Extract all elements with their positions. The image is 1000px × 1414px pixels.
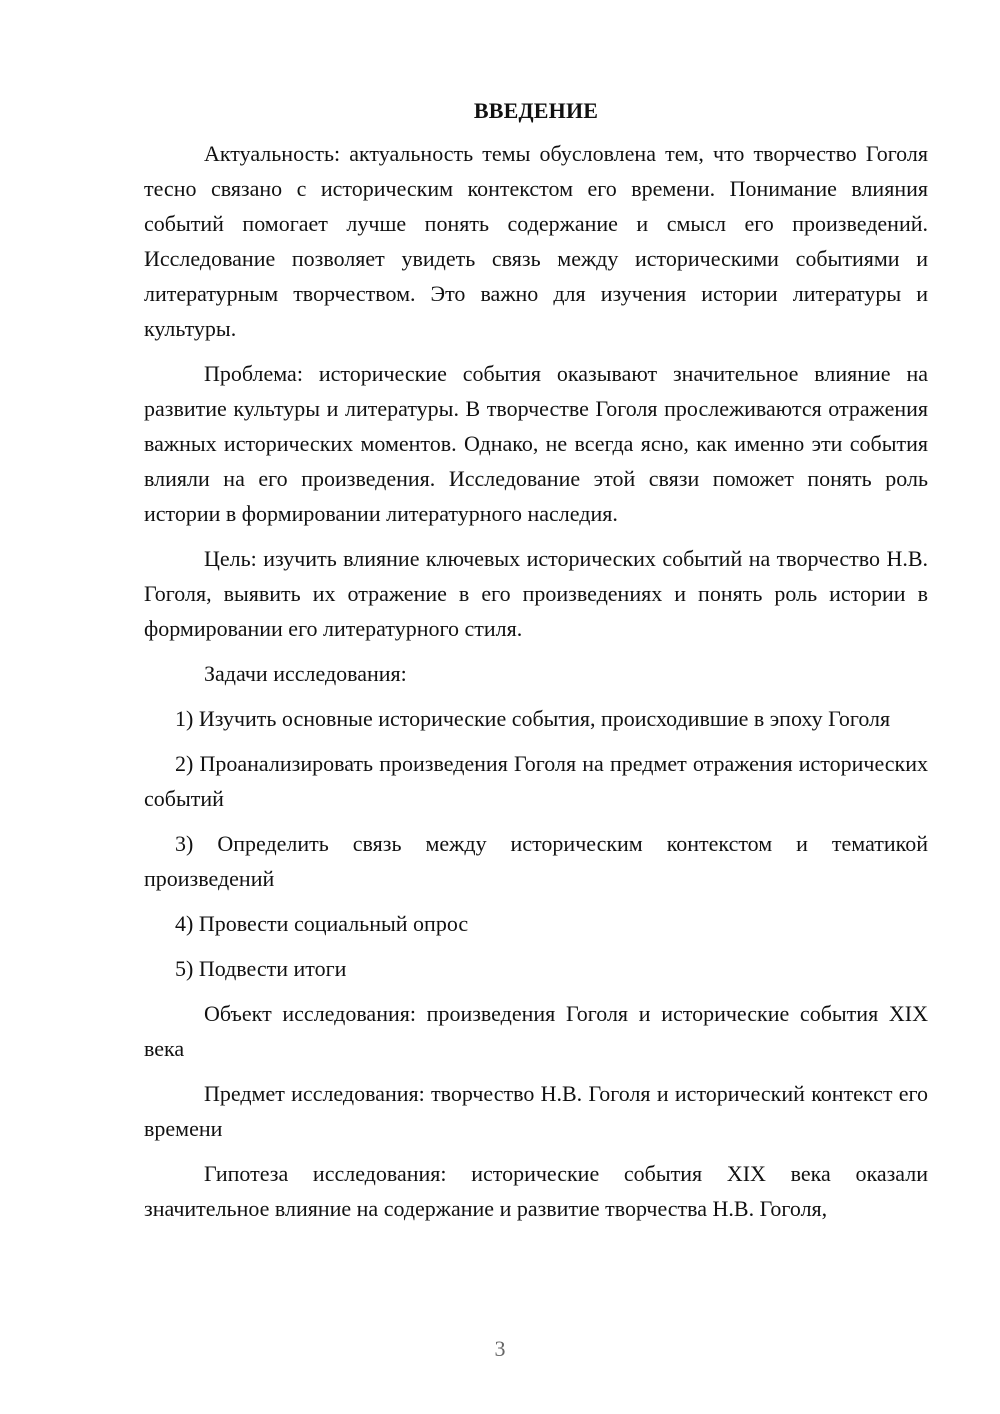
list-item-task-3: 3) Определить связь между историческим контекстом и тематикой произведений (144, 831, 928, 891)
list-item-task-1: 1) Изучить основные исторические события, происходившие в эпоху Гоголя (175, 706, 891, 731)
list-item-task-5: 5) Подвести итоги (175, 956, 347, 981)
paragraph-goal: Цель: изучить влияние ключевых исторических событий на творчество Н.В. Гоголя, выявить их отражение в его произведениях и понять роль истории в формировании его литературного стиля. (144, 546, 928, 641)
list-item-task-4: 4) Провести социальный опрос (175, 911, 469, 936)
paragraph-actuality: Актуальность: актуальность темы обусловлена тем, что творчество Гоголя тесно связано с историческим контекстом его времени. Понимание влияния событий помогает лучше понять содержание и смысл его произведений. Исследование позволяет увидеть связь между историческими событиями и литературным творчеством. Это важно для изучения истории литературы и культуры. (144, 141, 928, 341)
paragraph-hypothesis: Гипотеза исследования: исторические события XIX века оказали значительное влияние на содержание и развитие творчества Н.В. Гоголя, (144, 1161, 928, 1221)
paragraph-tasks-heading: Задачи исследования: (204, 661, 407, 686)
paragraph-problem: Проблема: исторические события оказывают значительное влияние на развитие культуры и литературы. В творчестве Гоголя прослеживаются отражения важных исторических моментов. Однако, не всегда ясно, как именно эти события влияли на его произведения. Исследование этой связи поможет понять роль истории в формировании литературного наследия. (144, 361, 928, 526)
list-item-task-2: 2) Проанализировать произведения Гоголя на предмет отражения исторических событий (144, 751, 928, 811)
page-content (144, 96, 928, 1236)
page-number: 3 (494, 1336, 506, 1361)
paragraph-subject: Предмет исследования: творчество Н.В. Гоголя и исторический контекст его времени (144, 1081, 928, 1141)
page-title: ВВЕДЕНИЕ (473, 98, 599, 123)
paragraph-object: Объект исследования: произведения Гоголя и исторические события XIX века (144, 1001, 928, 1061)
